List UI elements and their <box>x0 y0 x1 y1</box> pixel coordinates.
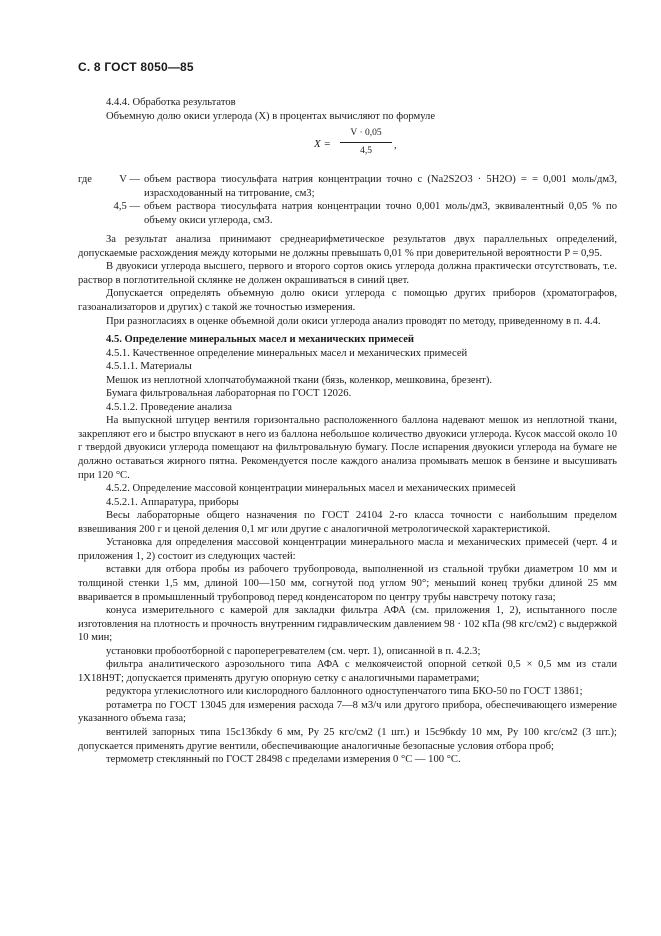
paragraph: Допускается определять объемную долю окиси углерода с помощью других приборов (хроматографов, газоанализаторов и других) с такой же точностью измерения. <box>78 288 617 314</box>
formula-legend <box>78 173 617 227</box>
list-item: вентилей запорных типа 15с13бкdy 6 мм, Py 25 кгс/см2 (1 шт.) и 15с9бкdy 10 мм, Py 100 кгс/см2 (3 шт.); допускается применять другие вентили, обеспечивающие аналогичные безопасные условия отбора проб; <box>78 726 617 752</box>
paragraph: За результат анализа принимают среднеарифметическое результатов двух параллельных определений, допускаемые расхождения между которыми не должны превышать 0,01 % при доверительной вероятности P = 0,95. <box>78 234 617 259</box>
page-header: С. 8 ГОСТ 8050—85 <box>78 60 194 74</box>
formula-lhs: X = <box>314 138 331 151</box>
list-item: редуктора углекислотного или кислородного баллонного одноступенчатого типа БКО-50 по ГОСТ 13861; <box>106 686 583 698</box>
where-v-text: объем раствора тиосульфата натрия концентрации точно c (Na2S2O3 · 5H2O) = = 0,001 моль/дм3, израсходованный на титрование, см3; <box>144 174 617 199</box>
list-item: вставки для отбора пробы из рабочего трубопровода, выполненной из стальной трубки диаметром 10 мм и толщиной стенки 1,5 мм, длиной 100—150 мм, согнутой под углом 90°; меньший конец трубки длиной 25 мм вваривается в промышленный трубопровод перед конденсатором по центру трубы навстречу потоку газа; <box>78 564 617 603</box>
list-item: фильтра аналитического аэрозольного типа АФА с мелкоячеистой опорной сеткой 0,5 × 0,5 мм из стали 1Х18Н9Т; допускается применять другую опорную сетку с аналогичными параметрами; <box>78 659 617 684</box>
where-45-symbol: 4,5 — <box>113 201 140 213</box>
formula <box>78 127 617 169</box>
where-v-symbol: V — <box>119 174 140 186</box>
list-item: ротаметра по ГОСТ 13045 для измерения расхода 7—8 м3/ч или другого прибора, обеспечивающего измерение указанного объема газа; <box>78 699 617 725</box>
formula-fraction <box>340 127 392 158</box>
formula-denominator: 4,5 <box>360 145 372 156</box>
section-4-5-heading: 4.5. Определение минеральных масел и механических примесей <box>106 334 415 346</box>
section-4-5-2-heading: 4.5.2. Определение массовой концентрации минеральных масел и механических примесей <box>106 483 516 495</box>
paragraph: Объемную долю окиси углерода (X) в процентах вычисляют по формуле <box>106 110 436 122</box>
where-45-text: объем раствора тиосульфата натрия концентрации точно 0,001 моль/дм3, эквивалентный 0,05 % по объему окиси углерода, см3. <box>144 201 617 226</box>
document-body <box>78 96 617 767</box>
paragraph: В двуокиси углерода высшего, первого и второго сортов окись углерода должна практически отсутствовать, т.е. раствор в поглотительной склянке не должен окрашиваться в синий цвет. <box>78 261 617 286</box>
paragraph: На выпускной штуцер вентиля горизонтально расположенного баллона надевают мешок из неплотной ткани, закрепляют его и быстро впускают в него из баллона небольшое количество двуокиси углерода. Кусок массой около 10 г твердой двуокиси углерода помещают на фильтровальную бумагу. После испарения двуокиси углерода на бумаге не должно оставаться жирного пятна. Рекомендуется после каждого анализа промывать мешок в бензине и высушивать при 120 °С. <box>78 415 617 481</box>
formula-numerator: V · 0,05 <box>340 127 392 143</box>
section-4-5-1-heading: 4.5.1. Качественное определение минеральных масел и механических примесей <box>106 347 468 359</box>
paragraph: Мешок из неплотной хлопчатобумажной ткани (бязь, коленкор, мешковина, брезент). <box>106 374 493 386</box>
section-4-4-4-heading: 4.4.4. Обработка результатов <box>106 97 236 108</box>
formula-end: , <box>394 140 397 152</box>
section-4-5-1-2-heading: 4.5.1.2. Проведение анализа <box>106 401 232 413</box>
paragraph: Установка для определения массовой концентрации минерального масла и механических примесей (черт. 4 и приложения 1, 2) состоит из следующих частей: <box>78 537 617 562</box>
section-4-5-2-1-heading: 4.5.2.1. Аппаратура, приборы <box>106 496 239 508</box>
section-4-5-1-1-heading: 4.5.1.1. Материалы <box>106 361 192 373</box>
where-label: где <box>78 174 92 186</box>
list-item: установки пробоотборной с пароперегревателем (см. черт. 1), описанной в п. 4.2.3; <box>106 645 481 657</box>
paragraph: Бумага фильтровальная лабораторная по ГОСТ 12026. <box>106 388 352 400</box>
list-item: конуса измерительного с камерой для закладки фильтра АФА (см. приложения 1, 2), испытанного после изготовления на плотность и прочность внутренним гидравлическим давлением 98 · 102 кПа (98 кгс/см2) с выдержкой 10 мин; <box>78 605 617 644</box>
paragraph: При разногласиях в оценке объемной доли окиси углерода анализ проводят по методу, приведенному в п. 4.4. <box>106 315 601 327</box>
paragraph: Весы лабораторные общего назначения по ГОСТ 24104 2-го класса точности с наибольшим пределом взвешивания 200 г и ценой деления 0,1 мг или другие с аналогичной метрологической характеристикой. <box>78 510 617 535</box>
list-item: термометр стеклянный по ГОСТ 28498 с пределами измерения 0 °С — 100 °С. <box>106 754 461 766</box>
